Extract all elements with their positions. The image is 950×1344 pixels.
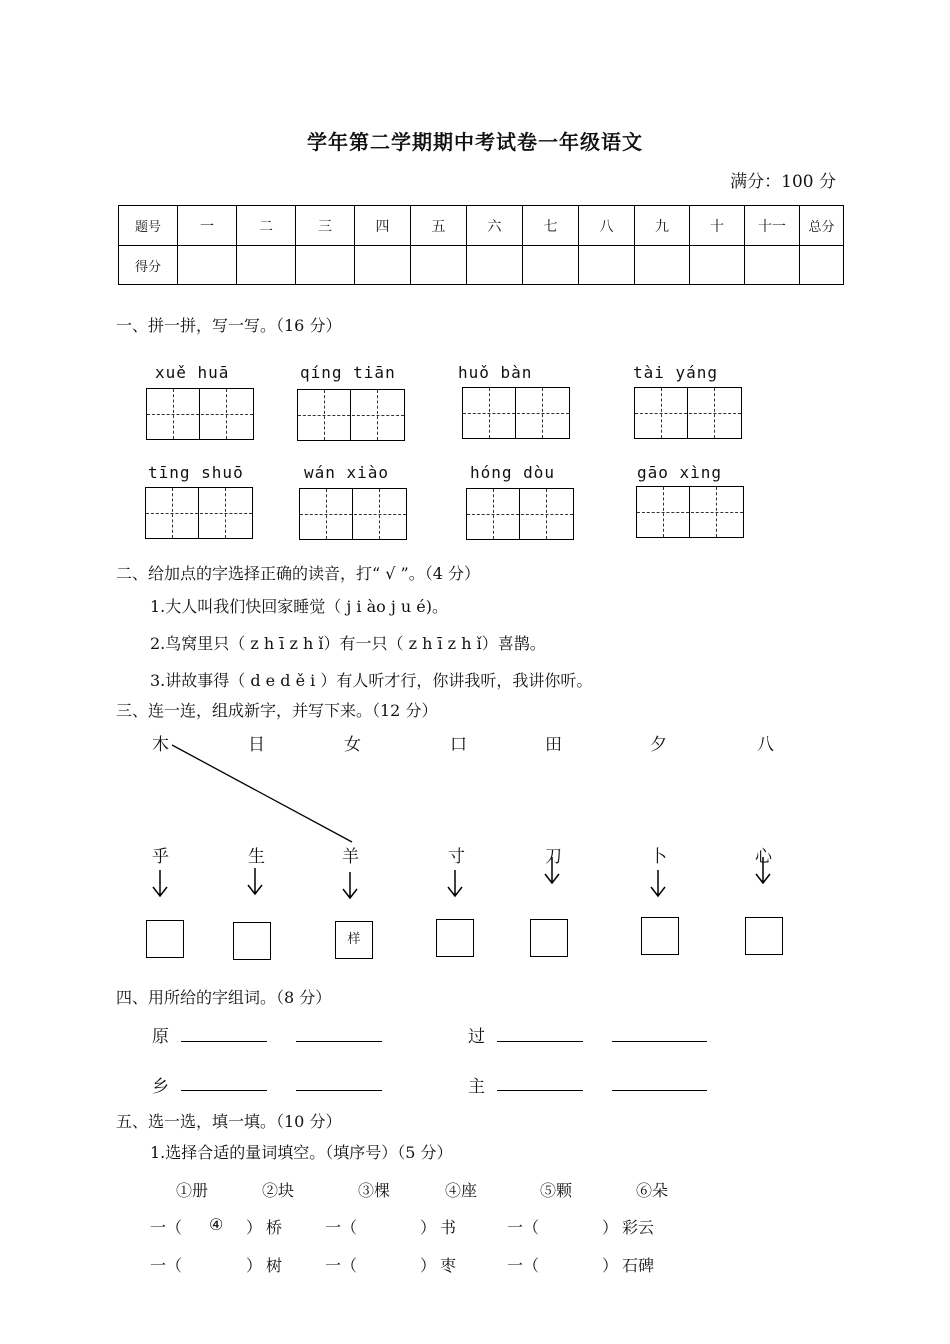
pinyin-label: qíng tiān — [300, 363, 396, 382]
section5-sub1: 1.选择合适的量词填空。（填序号）（5 分） — [150, 1143, 453, 1162]
radical-char: 木 — [152, 735, 169, 755]
component-char: 生 — [248, 847, 265, 867]
question-item: 3.讲故事得（ d e d ě i ）有人听才行，你讲我听，我讲你听。 — [150, 671, 593, 690]
option-item: ①册 — [176, 1181, 209, 1200]
fill-noun: 石碑 — [622, 1256, 655, 1275]
down-arrow-icon — [248, 868, 262, 894]
table-cell: 八 — [579, 206, 635, 246]
option-item: ⑥朵 — [636, 1181, 669, 1200]
question-item: 2.鸟窝里只（ z h ī z h ǐ）有一只（ z h ī z h ǐ）喜鹊。 — [150, 634, 546, 653]
word-blank[interactable] — [181, 1040, 267, 1042]
fill-close: ） — [420, 1218, 437, 1237]
pinyin-label: wán xiào — [304, 463, 390, 482]
pinyin-label: xuě huā — [155, 363, 230, 382]
down-arrow-icon — [651, 870, 665, 896]
fill-blank[interactable] — [548, 1212, 600, 1236]
component-char: 乎 — [152, 847, 169, 867]
answer-box[interactable] — [233, 922, 271, 960]
section3-heading: 三、连一连，组成新字，并写下来。（12 分） — [116, 701, 438, 720]
pinyin-label: tīng shuō — [148, 463, 244, 482]
word-blank[interactable] — [612, 1089, 707, 1091]
pinyin-label: huǒ bàn — [458, 363, 533, 382]
radical-char: 口 — [450, 735, 467, 755]
fill-close: ） — [246, 1218, 263, 1237]
question-item: 1.大人叫我们快回家睡觉（ j i ào j u é)。 — [150, 597, 449, 616]
fill-close: ） — [602, 1256, 619, 1275]
word-blank[interactable] — [296, 1089, 382, 1091]
fill-noun: 桥 — [266, 1218, 283, 1237]
fill-noun: 树 — [266, 1256, 283, 1275]
component-char: 卜 — [650, 847, 667, 867]
table-cell: 六 — [467, 206, 523, 246]
answer-box[interactable] — [436, 919, 474, 957]
table-cell: 九 — [635, 206, 690, 246]
word-char: 主 — [468, 1077, 485, 1097]
fill-noun: 彩云 — [622, 1218, 655, 1237]
answer-box[interactable] — [745, 917, 783, 955]
component-char: 羊 — [342, 847, 359, 867]
fill-prefix: 一（ — [325, 1256, 358, 1275]
word-blank[interactable] — [497, 1040, 583, 1042]
option-item: ③棵 — [358, 1181, 391, 1200]
fill-blank[interactable] — [366, 1212, 418, 1236]
word-char: 乡 — [152, 1077, 169, 1097]
section4-heading: 四、用所给的字组词。（8 分） — [116, 988, 332, 1007]
table-cell: 三 — [296, 206, 355, 246]
fill-prefix: 一（ — [150, 1218, 183, 1237]
fill-blank[interactable] — [191, 1250, 243, 1274]
fill-close: ） — [246, 1256, 263, 1275]
table-cell: 二 — [237, 206, 296, 246]
fill-close: ） — [420, 1256, 437, 1275]
connect-line — [172, 745, 352, 842]
down-arrow-icon — [448, 870, 462, 896]
pinyin-label: hóng dòu — [470, 463, 556, 482]
radical-char: 日 — [248, 735, 265, 755]
page-title: 学年第二学期期中考试卷一年级语文 — [307, 130, 643, 154]
component-char: 刀 — [545, 847, 562, 867]
radical-char: 夕 — [650, 735, 667, 755]
fill-prefix: 一（ — [507, 1256, 540, 1275]
answer-box[interactable] — [641, 917, 679, 955]
word-blank[interactable] — [612, 1040, 707, 1042]
word-blank[interactable] — [181, 1089, 267, 1091]
word-char: 过 — [468, 1027, 485, 1047]
pinyin-label: gāo xìng — [637, 463, 723, 482]
fill-prefix: 一（ — [325, 1218, 358, 1237]
table-cell: 七 — [523, 206, 579, 246]
fill-prefix: 一（ — [150, 1256, 183, 1275]
down-arrow-icon — [153, 870, 167, 896]
radical-char: 八 — [757, 735, 774, 755]
word-char: 原 — [152, 1027, 169, 1047]
option-item: ⑤颗 — [540, 1181, 573, 1200]
radical-char: 女 — [344, 735, 361, 755]
fill-example-answer: ④ — [209, 1215, 224, 1234]
answer-box[interactable] — [530, 919, 568, 957]
section5-heading: 五、选一选，填一填。（10 分） — [116, 1112, 342, 1131]
table-cell: 十 — [690, 206, 745, 246]
table-cell: 五 — [411, 206, 467, 246]
radical-char: 田 — [545, 735, 562, 755]
option-item: ④座 — [445, 1181, 478, 1200]
fill-blank[interactable] — [366, 1250, 418, 1274]
component-char: 心 — [755, 847, 772, 867]
table-cell: 十一 — [745, 206, 800, 246]
answer-box[interactable] — [146, 920, 184, 958]
option-item: ②块 — [262, 1181, 295, 1200]
component-char: 寸 — [448, 847, 465, 867]
pinyin-label: tài yáng — [633, 363, 719, 382]
fill-blank[interactable] — [548, 1250, 600, 1274]
down-arrow-icon — [343, 872, 357, 898]
word-blank[interactable] — [296, 1040, 382, 1042]
answer-box-example: 样 — [335, 921, 373, 959]
fill-noun: 枣 — [440, 1256, 457, 1275]
fill-prefix: 一（ — [507, 1218, 540, 1237]
table-cell: 得分 — [119, 246, 178, 285]
full-mark: 满分：100 分 — [730, 172, 836, 192]
table-cell: 一 — [178, 206, 237, 246]
table-cell: 题号 — [119, 206, 178, 246]
section1-heading: 一、拼一拼，写一写。（16 分） — [116, 316, 342, 335]
section2-heading: 二、给加点的字选择正确的读音，打“ √ ”。（4 分） — [116, 564, 480, 583]
table-cell: 四 — [355, 206, 411, 246]
word-blank[interactable] — [497, 1089, 583, 1091]
table-cell: 总分 — [800, 206, 844, 246]
fill-close: ） — [602, 1218, 619, 1237]
fill-noun: 书 — [440, 1218, 457, 1237]
